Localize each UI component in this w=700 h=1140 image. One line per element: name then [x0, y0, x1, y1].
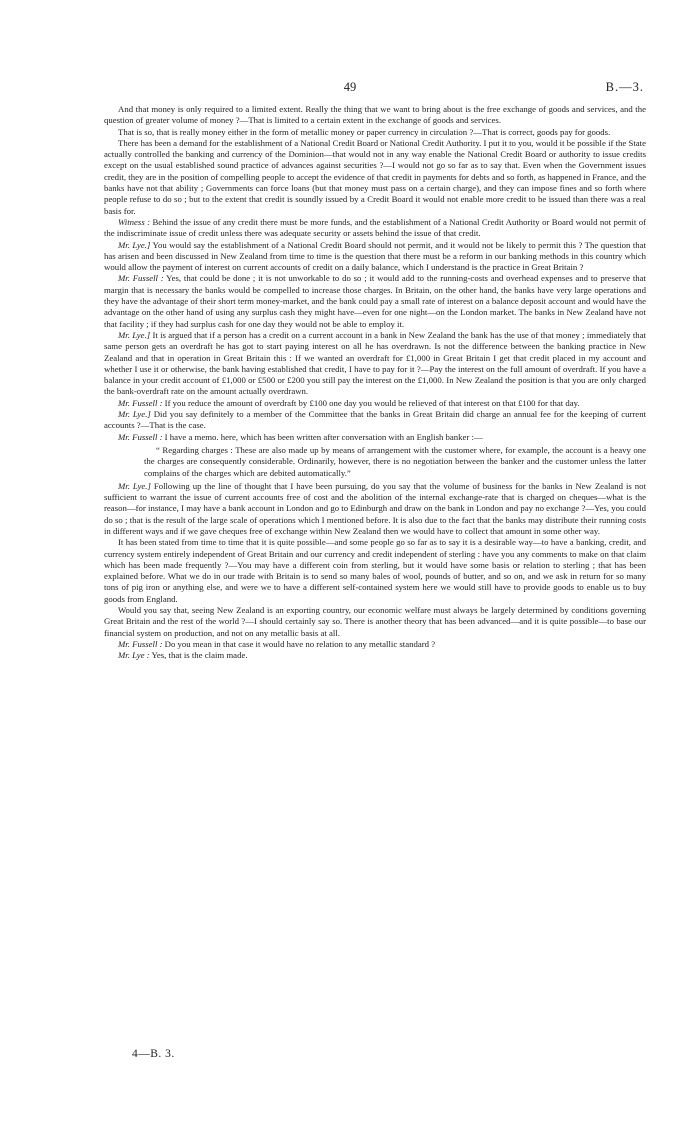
paragraph: Mr. Fussell : Yes, that could be done ; it is not unworkable to do so ; it would add to the running-costs and overhead expenses and to preserve that margin that is necessary the banks would be compelled to increase those charges. In Britain, on the other hand, the banks have very large operations and they have the advantage of their short term money-market, and the bank could pay a small rate of interest on a balance deposit account and would have the advantage on the other hand of using any surplus cash they might have—even for one night—on the London market. The banks in New Zealand have not that facility ; if they had surplus cash for one day they would not be able to employ it. — [104, 273, 646, 329]
paragraph: Mr. Lye.] Did you say definitely to a member of the Committee that the banks in Great Britain did charge an annual fee for the keeping of current accounts ?—That is the case. — [104, 409, 646, 431]
paragraph: And that money is only required to a limited extent. Really the thing that we want to bring about is the free exchange of goods and services, and the question of greater volume of money ?—That is limited to a certain extent in the exchange of goods and services. — [104, 104, 646, 126]
paragraph: That is so, that is really money either in the form of metallic money or paper currency in circulation ?—That is correct, goods pay for goods. — [118, 126, 611, 137]
paragraph: Mr. Lye.] Following up the line of thought that I have been pursuing, do you say that the volume of business for the banks in New Zealand is not sufficient to warrant the issue of current accounts free of cost and the abolition of the internal exchange-rate that is charged on cheques—what is the reason—for instance, I may have a bank account in London and go to Edinburgh and draw on the bank in London and pay no exchange ?—Yes, you could do so ; that is the result of the large scale of operations which I mentioned before. It is also due to the fact that the banks may distribute their running costs in different ways and if we gave cheques free of exchange within New Zealand then we would have to collect that amount in some other way. — [104, 480, 646, 536]
signature-mark: 4—B. 3. — [132, 1048, 175, 1060]
paragraph: There has been a demand for the establishment of a National Credit Board or National Credit Authority. I put it to you, would it be possible if the State actually controlled the banking and currency of the Dominion—that would not in any way enable the National Credit Board or authority to issue credits except on the usual established sound practice of advances against securities ?—I would not go so far as to say that. Even when the Government issues credit, they are in the position of compelling people to accept the evidence of that credit in payments for debts and so forth, as happened in France, and the banks have not that ability ; Governments can force loans (but that money must pass on a certain charge), and they can impose fines and so forth where people refuse to do so ; but to the extent that credit is soundly issued by a Credit Board it would not enable more credit to be issued than there was a real basis for. — [104, 137, 646, 216]
page-header — [0, 80, 700, 100]
paragraph: It has been stated from time to time that it is quite possible—and some people go so far as to say it is a desirable way—to have a banking, credit, and currency system entirely independent of Great Britain and our currency and credit independent of sterling : have you any comments to make on that claim which has been made frequently ?—You may have a different coin from sterling, but it would have some basis or relation to sterling ; that has been explained before. What we do in our trade with Britain is to send so many bales of wool, pounds of butter, and so on, and we ask in return for so many tons of pig iron or anything else, and were we to have a different self-contained system here we would still have to provide goods to enable us to buy goods from England. — [104, 537, 646, 604]
paragraph: Mr. Fussell : If you reduce the amount of overdraft by £100 one day you would be relieved of that interest on that £100 for that day. — [118, 397, 580, 408]
paragraph: Would you say that, seeing New Zealand is an exporting country, our economic welfare must always be largely determined by conditions governing Great Britain and the rest of the world ?—I should certainly say so. There is another theory that has been advanced—and it is quite possible—to base our financial system on production, and not on any metallic basis at all. — [104, 605, 646, 638]
paragraph: Witness : Behind the issue of any credit there must be more funds, and the establishment of a National Credit Authority or Board would not permit of the indiscriminate issue of credit unless there was adequate security or assets behind the issue of that credit. — [104, 216, 646, 239]
paragraph: Mr. Fussell : Do you mean in that case it would have no relation to any metallic standard ? — [118, 638, 436, 649]
document-reference: B.—3. — [605, 80, 644, 94]
paragraph: Mr. Fussell : I have a memo. here, which has been written after conversation with an English banker :— — [118, 431, 483, 442]
body-text — [104, 104, 646, 662]
quoted-memo: “ Regarding charges : These are also made up by means of arrangement with the customer where, for example, the account is a heavy one the charges are consequently considerable. Ordinarily, however, there is no negotiation between the banker and the customer unless the latter complains of the charges which are debited automatically.” — [144, 444, 646, 478]
paragraph: Mr. Lye.] It is argued that if a person has a credit on a current account in a bank in New Zealand the bank has the use of that money ; immediately that same person gets an overdraft he has got to start paying interest on all he has overdrawn. Is not the difference between the banking practice in New Zealand and that in operation in Great Britain this : If we wanted an overdraft for £1,000 in Great Britain I get that credit placed in my account and whether I use it or otherwise, the bank having established that credit, I have to pay for it ?—Pay the interest on the full amount of overdraft. If you have a balance in your credit account of £1,000 or £500 or £200 you still pay the interest on the £1,000. In New Zealand the position is that you are only charged the bank-overdraft rate on the amount actually overdrawn. — [104, 329, 646, 397]
page-number: 49 — [343, 80, 357, 94]
paragraph: Mr. Lye : Yes, that is the claim made. — [118, 650, 248, 661]
paragraph: Mr. Lye.] You would say the establishment of a National Credit Board should not permit, and it would not be likely to permit this ? The question that has arisen and been discussed in New Zealand from time to time is the question that there must be a reform in our banking methods in this country which would allow the payment of interest on current accounts of credit on a daily balance, which I understand is the practice in Great Britain ? — [104, 239, 646, 273]
